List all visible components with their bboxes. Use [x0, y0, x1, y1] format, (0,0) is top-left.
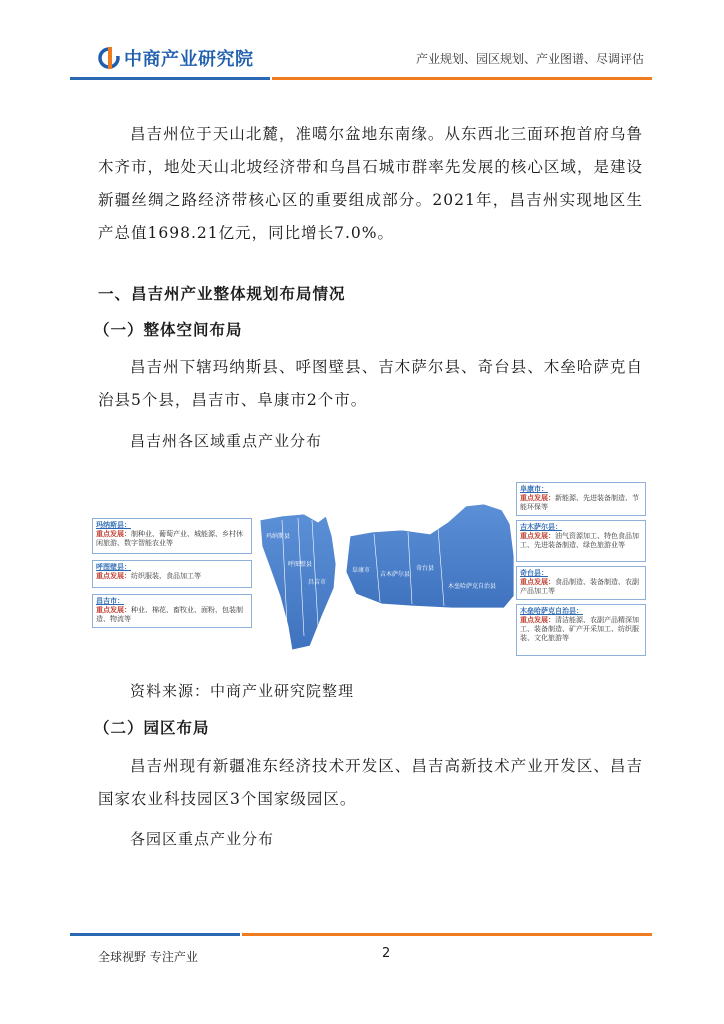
info-box-fukang [516, 482, 646, 516]
box-key: 重点发展： [96, 530, 131, 538]
box-text: 纺织服装、食品加工等 [131, 572, 201, 580]
info-box-jimsar [516, 520, 646, 562]
box-key: 重点发展： [520, 578, 555, 586]
box-text: 清洁能源、农副产品精深加工、装备制造、矿产开采加工、纺织服装、文化旅游等 [520, 616, 639, 642]
box-title: 吉木萨尔县： [520, 523, 562, 531]
subsection-title-layout: （一）整体空间布局 [94, 321, 243, 339]
section-title: 一、昌吉州产业整体规划布局情况 [98, 285, 346, 303]
map-label-qitai: 奇台县 [416, 565, 435, 572]
footer-slogan: 全球视野 专注产业 [98, 950, 198, 964]
page-number: 2 [382, 946, 391, 961]
info-box-manas [92, 518, 252, 554]
logo-text: 中商产业研究院 [124, 49, 254, 70]
map-label-changji: 昌吉市 [308, 579, 327, 586]
box-key: 重点发展： [520, 616, 555, 624]
map-label-hutubi: 呼图壁县 [288, 561, 313, 568]
subsection-title-parks: （二）园区布局 [94, 719, 210, 737]
box-text: 食品制造、装备制造、农副产品加工等 [520, 578, 639, 595]
box-text: 种业、棉花、畜牧业、面粉、包装制造、物流等 [96, 606, 243, 623]
box-title: 木垒哈萨克自治县： [520, 607, 583, 615]
box-text: 制种业、葡萄产业、城能源、乡村休闲旅游、数字智能农业等 [96, 530, 243, 547]
footer-divider-orange [242, 933, 652, 936]
box-title: 阜康市： [520, 485, 548, 493]
footer-divider-blue [70, 933, 240, 936]
map-east-region [346, 504, 514, 608]
map-label-fukang: 阜康市 [352, 567, 371, 574]
box-title: 昌吉市： [96, 597, 124, 605]
layout-paragraph: 昌吉州下辖玛纳斯县、呼图壁县、吉木萨尔县、奇台县、木垒哈萨克自治县5个县，昌吉市、阜康市2个市。 [98, 358, 643, 409]
parks-caption: 各园区重点产业分布 [130, 830, 275, 848]
box-key: 重点发展： [520, 532, 555, 540]
source-note: 资料来源：中商产业研究院整理 [130, 682, 355, 700]
box-title: 玛纳斯县： [96, 521, 131, 529]
brand-logo [98, 44, 254, 72]
box-text: 新能源、先进装备制造、节能环保等 [520, 494, 639, 511]
box-key: 重点发展： [96, 606, 131, 614]
info-box-changji [92, 594, 252, 628]
map-label-manas: 玛纳斯县 [266, 533, 291, 540]
intro-paragraph: 昌吉州位于天山北麓，准噶尔盆地东南缘。从东西北三面环抱首府乌鲁木齐市，地处天山北坡经济带和乌昌石城市群率先发展的核心区域，是建设新疆丝绸之路经济带核心区的重要组成部分。2021年，昌吉州实现地区生产总值1698.21亿元，同比增长7.0%。 [98, 125, 643, 242]
box-title: 奇台县： [520, 569, 548, 577]
header-divider-blue [70, 77, 270, 80]
brand-mark-icon [98, 47, 120, 69]
info-box-hutubi [92, 560, 252, 588]
parks-paragraph: 昌吉州现有新疆准东经济技术开发区、昌吉高新技术产业开发区、昌吉国家农业科技园区3个国家级园区。 [98, 757, 643, 808]
map-label-mori: 木垒哈萨克自治县 [448, 583, 497, 590]
box-key: 重点发展： [520, 494, 555, 502]
box-title: 呼图壁县： [96, 563, 131, 571]
info-box-qitai [516, 566, 646, 600]
prefecture-map [252, 476, 518, 658]
box-key: 重点发展： [96, 572, 131, 580]
header-divider-orange [272, 77, 652, 80]
info-box-mori [516, 604, 646, 656]
map-label-jimsar: 吉木萨尔县 [380, 571, 411, 578]
header-tagline: 产业规划、园区规划、产业图谱、尽调评估 [415, 52, 644, 66]
figure-caption: 昌吉州各区域重点产业分布 [130, 432, 323, 450]
box-text: 油气资源加工、特色食品加工、先进装备制造、绿色旅游业等 [520, 532, 639, 549]
region-industry-map [92, 476, 646, 658]
